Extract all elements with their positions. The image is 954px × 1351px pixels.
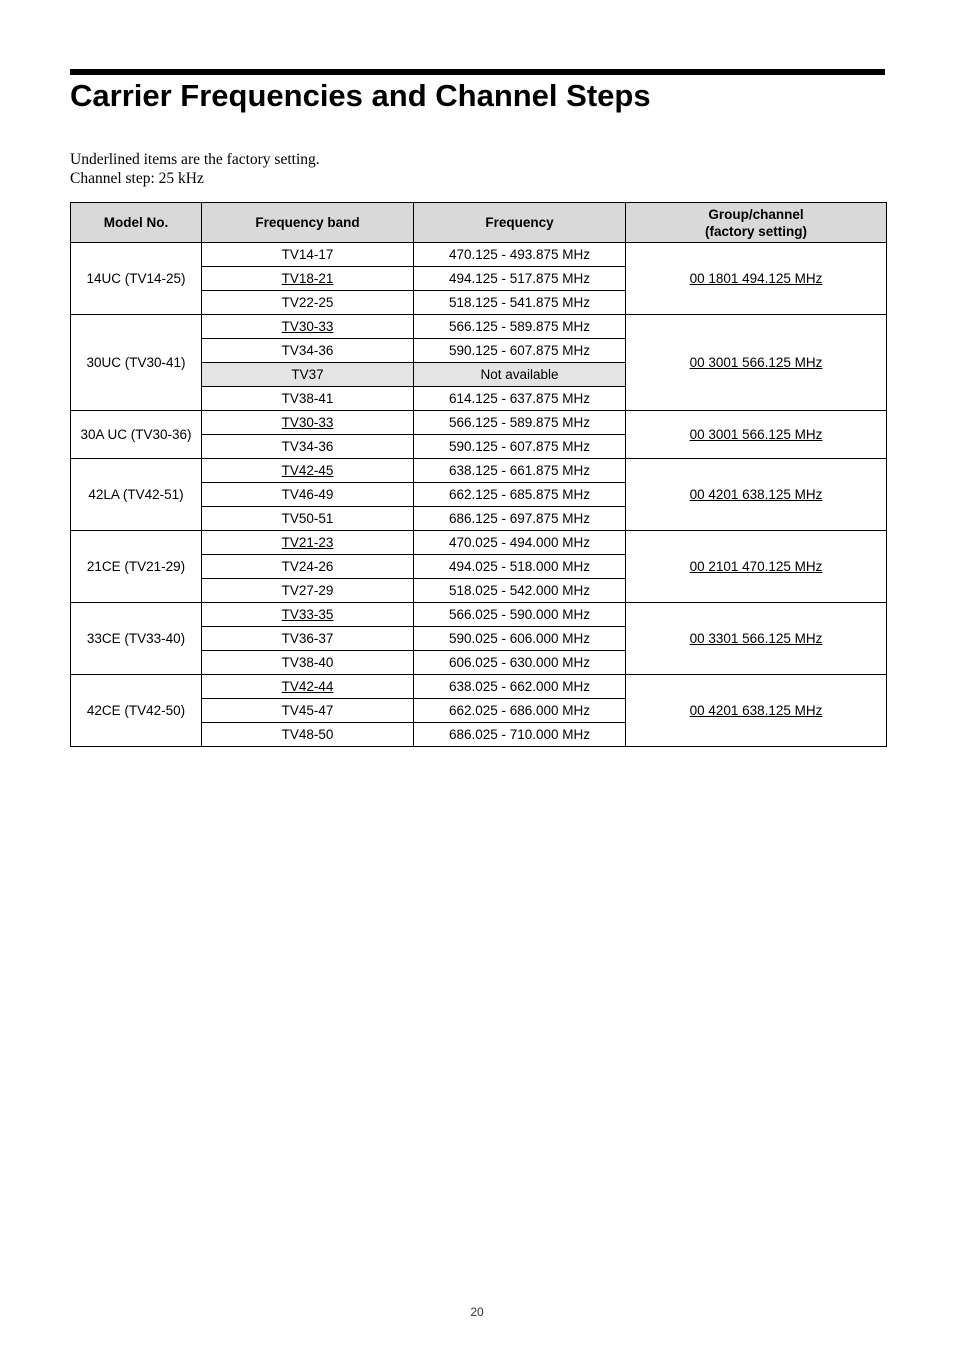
model-cell: 30UC (TV30-41) (71, 315, 202, 411)
table-row (71, 411, 887, 435)
band-cell: TV38-40 (202, 651, 414, 675)
factory-setting-cell (626, 315, 887, 411)
frequency-table (70, 202, 887, 747)
factory-setting-value: 00 2101 470.125 MHz (689, 559, 823, 574)
band-cell: TV14-17 (202, 243, 414, 267)
band-cell (202, 267, 414, 291)
table-row (71, 243, 887, 267)
header-model: Model No. (71, 203, 202, 243)
header-group-line2: (factory setting) (704, 223, 807, 239)
factory-setting-cell (626, 411, 887, 459)
factory-setting-cell (626, 459, 887, 531)
band-cell (202, 411, 414, 435)
header-group-channel (626, 203, 887, 243)
frequency-cell: 518.025 - 542.000 MHz (414, 579, 626, 603)
band-cell: TV48-50 (202, 723, 414, 747)
band-cell: TV50-51 (202, 507, 414, 531)
page-number: 20 (470, 1305, 484, 1319)
band-cell: TV46-49 (202, 483, 414, 507)
page-title: Carrier Frequencies and Channel Steps (70, 78, 651, 113)
band-cell: TV45-47 (202, 699, 414, 723)
intro-text (70, 150, 320, 188)
header-group-line1: Group/channel (708, 206, 804, 222)
factory-band: TV33-35 (281, 607, 334, 622)
band-cell: TV36-37 (202, 627, 414, 651)
band-cell: TV22-25 (202, 291, 414, 315)
frequency-cell: 494.125 - 517.875 MHz (414, 267, 626, 291)
band-cell (202, 459, 414, 483)
band-cell: TV34-36 (202, 339, 414, 363)
frequency-cell: 614.125 - 637.875 MHz (414, 387, 626, 411)
model-cell: 14UC (TV14-25) (71, 243, 202, 315)
band-cell (202, 603, 414, 627)
frequency-cell: 590.125 - 607.875 MHz (414, 339, 626, 363)
table-row (71, 603, 887, 627)
table-row (71, 531, 887, 555)
factory-setting-cell (626, 531, 887, 603)
frequency-cell: 470.125 - 493.875 MHz (414, 243, 626, 267)
model-cell: 42LA (TV42-51) (71, 459, 202, 531)
factory-band: TV21-23 (281, 535, 334, 550)
frequency-cell: 638.125 - 661.875 MHz (414, 459, 626, 483)
band-cell (202, 675, 414, 699)
frequency-cell: 470.025 - 494.000 MHz (414, 531, 626, 555)
factory-setting-value: 00 3301 566.125 MHz (689, 631, 823, 646)
frequency-cell: 662.025 - 686.000 MHz (414, 699, 626, 723)
table-row (71, 459, 887, 483)
intro-line-factory-note: Underlined items are the factory setting. (70, 151, 320, 168)
factory-setting-value: 00 3001 566.125 MHz (689, 355, 823, 370)
factory-band: TV30-33 (281, 319, 334, 334)
frequency-cell: 590.125 - 607.875 MHz (414, 435, 626, 459)
model-cell: 33CE (TV33-40) (71, 603, 202, 675)
frequency-cell: 638.025 - 662.000 MHz (414, 675, 626, 699)
factory-band: TV30-33 (281, 415, 334, 430)
factory-setting-cell (626, 243, 887, 315)
band-cell: TV24-26 (202, 555, 414, 579)
factory-setting-value: 00 3001 566.125 MHz (689, 427, 823, 442)
table-header-row (71, 203, 887, 243)
band-cell: TV27-29 (202, 579, 414, 603)
frequency-cell: 662.125 - 685.875 MHz (414, 483, 626, 507)
model-cell: 42CE (TV42-50) (71, 675, 202, 747)
frequency-cell: 686.125 - 697.875 MHz (414, 507, 626, 531)
header-frequency: Frequency (414, 203, 626, 243)
band-cell (202, 315, 414, 339)
header-frequency-band: Frequency band (202, 203, 414, 243)
band-cell (202, 531, 414, 555)
intro-line-channel-step: Channel step: 25 kHz (70, 170, 204, 187)
factory-band: TV42-45 (281, 463, 334, 478)
frequency-cell: 566.125 - 589.875 MHz (414, 315, 626, 339)
frequency-cell-unavailable: Not available (414, 363, 626, 387)
band-cell: TV34-36 (202, 435, 414, 459)
table-row (71, 675, 887, 699)
model-cell: 21CE (TV21-29) (71, 531, 202, 603)
factory-band: TV42-44 (281, 679, 334, 694)
title-rule (70, 69, 885, 75)
model-cell: 30A UC (TV30-36) (71, 411, 202, 459)
band-cell-unavailable: TV37 (202, 363, 414, 387)
factory-setting-value: 00 1801 494.125 MHz (689, 271, 823, 286)
factory-setting-cell (626, 675, 887, 747)
frequency-cell: 686.025 - 710.000 MHz (414, 723, 626, 747)
factory-setting-value: 00 4201 638.125 MHz (689, 487, 823, 502)
frequency-cell: 590.025 - 606.000 MHz (414, 627, 626, 651)
frequency-cell: 566.025 - 590.000 MHz (414, 603, 626, 627)
frequency-cell: 518.125 - 541.875 MHz (414, 291, 626, 315)
factory-setting-value: 00 4201 638.125 MHz (689, 703, 823, 718)
frequency-cell: 606.025 - 630.000 MHz (414, 651, 626, 675)
frequency-cell: 566.125 - 589.875 MHz (414, 411, 626, 435)
frequency-cell: 494.025 - 518.000 MHz (414, 555, 626, 579)
factory-band: TV18-21 (281, 271, 334, 286)
factory-setting-cell (626, 603, 887, 675)
table-row (71, 315, 887, 339)
band-cell: TV38-41 (202, 387, 414, 411)
